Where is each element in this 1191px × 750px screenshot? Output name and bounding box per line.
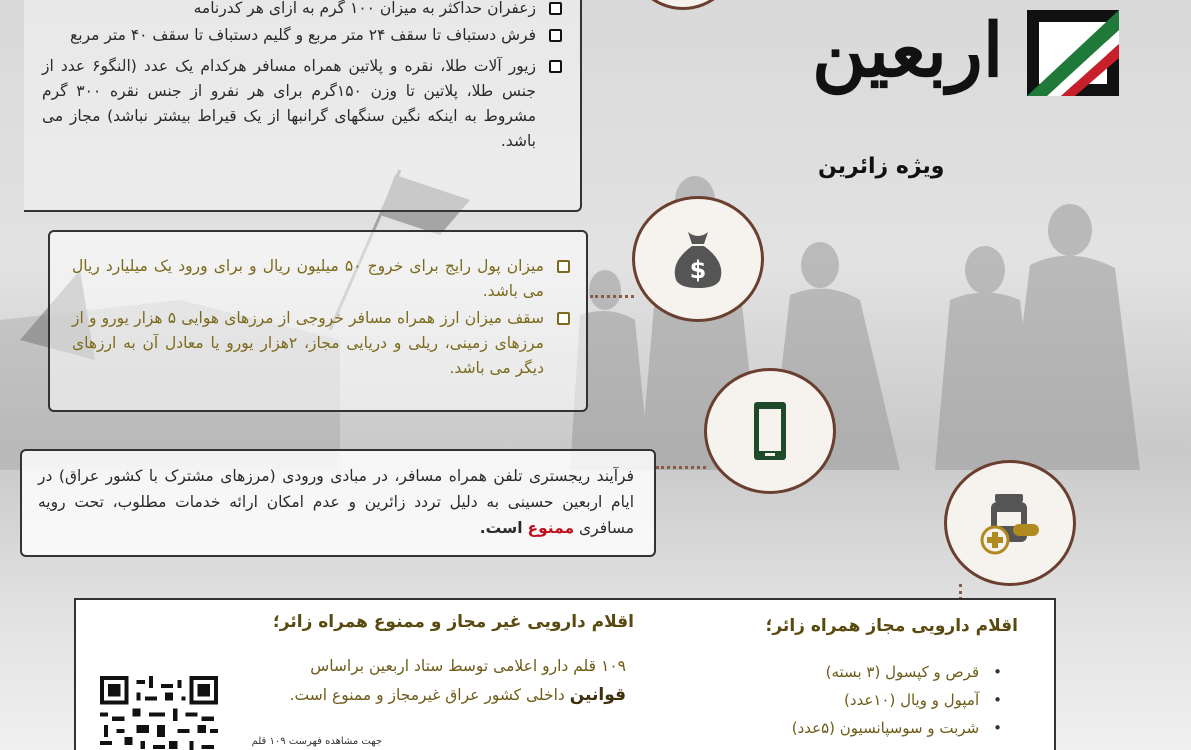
- svg-text:$: $: [689, 256, 707, 284]
- medicine-circle: [944, 460, 1076, 586]
- medicine-icon: [977, 490, 1043, 556]
- qr-code[interactable]: [100, 676, 218, 750]
- connector-line: [590, 295, 634, 298]
- customs-logo-icon: [1025, 8, 1121, 98]
- allowed-goods-text: فرش دستباف تا سقف ۲۴ متر مربع و گلیم دستباف تا سقف ۴۰ متر مربع: [70, 26, 536, 44]
- list-item: • قرص و کپسول (۳ بسته): [792, 658, 1002, 686]
- prohibited-line-2: داخلی کشور عراق غیرمجاز و ممنوع است.: [289, 686, 565, 704]
- medicine-prohibited-text: [226, 652, 626, 710]
- money-bag-icon: [668, 228, 728, 290]
- medicine-panel: [74, 598, 1056, 750]
- laws-word: قوانین: [569, 685, 626, 705]
- checkbox-icon: [549, 2, 562, 15]
- allowed-goods-box: [24, 0, 582, 212]
- list-item: • شربت و سوسپانسیون (۵عدد): [792, 714, 1002, 742]
- medicine-allowed-list: [792, 658, 1002, 742]
- medicine-prohibited-title: اقلام دارویی غیر مجاز و ممنوع همراه زائر؛: [272, 612, 634, 632]
- checkbox-icon: [549, 29, 562, 42]
- allowed-goods-item: [42, 54, 568, 154]
- forbidden-label: ممنوع: [527, 519, 575, 537]
- currency-item: [72, 306, 576, 381]
- connector-line: [656, 466, 706, 469]
- phone-registry-box: [20, 449, 656, 557]
- phone-registry-end: است.: [479, 519, 523, 537]
- currency-item: [72, 254, 576, 304]
- list-item: • آمپول و ویال (۱۰عدد): [792, 686, 1002, 714]
- checkbox-icon: [557, 312, 570, 325]
- currency-text: میزان پول رایج برای خروج ۵۰ میلیون ریال و برای ورود یک میلیارد ریال می باشد.: [72, 257, 544, 300]
- checkbox-icon: [549, 60, 562, 73]
- allowed-goods-item: [42, 23, 568, 48]
- currency-box: [48, 230, 588, 412]
- allowed-goods-text: زعفران حداکثر به میزان ۱۰۰ گرم به ازای هر کدرنامه: [193, 0, 536, 17]
- phone-registry-text: فرآیند ریجستری تلفن همراه مسافر، در مبادی ورودی (مرزهای مشترک با کشور عراق) در ایام اربعین حسینی به دلیل تردد زائرین و عدم امکان ارائه خدمات مطلوب، تحت رویه مسافری: [38, 467, 634, 537]
- money-circle: [632, 196, 764, 322]
- phone-circle: [704, 368, 836, 494]
- page-subtitle: ویژه زائرین: [818, 154, 945, 179]
- checkbox-icon: [557, 260, 570, 273]
- currency-text: سقف میزان ارز همراه مسافر خروجی از مرزهای هوایی ۵ هزار یورو و از مرزهای زمینی، ریلی و دریایی مجاز، ۲هزار یورو یا معادل آن به ارزهای دیگر می باشد.: [72, 309, 544, 377]
- qr-note: جهت مشاهده فهرست ۱۰۹ قلم: [251, 736, 382, 747]
- prohibited-line-1: ۱۰۹ قلم دارو اعلامی توسط ستاد اربعین براساس: [310, 657, 626, 675]
- mobile-phone-icon: [752, 400, 788, 462]
- medicine-allowed-title: اقلام دارویی مجاز همراه زائر؛: [765, 616, 1018, 636]
- allowed-goods-text: زیور آلات طلا، نقره و پلاتین همراه مسافر هرکدام یک عدد (النگو۶ عدد از جنس طلا، پلاتین تا وزن ۱۵۰گرم برای هر نفرو از جنس نقره ۳۰۰ گرم مشروط به اینکه نگین سنگهای گرانبها از یک قیراط بیشتر نباشد) مجاز می باشد.: [42, 57, 536, 150]
- page-title: اربعین: [812, 8, 1004, 94]
- allowed-goods-item: [42, 0, 568, 21]
